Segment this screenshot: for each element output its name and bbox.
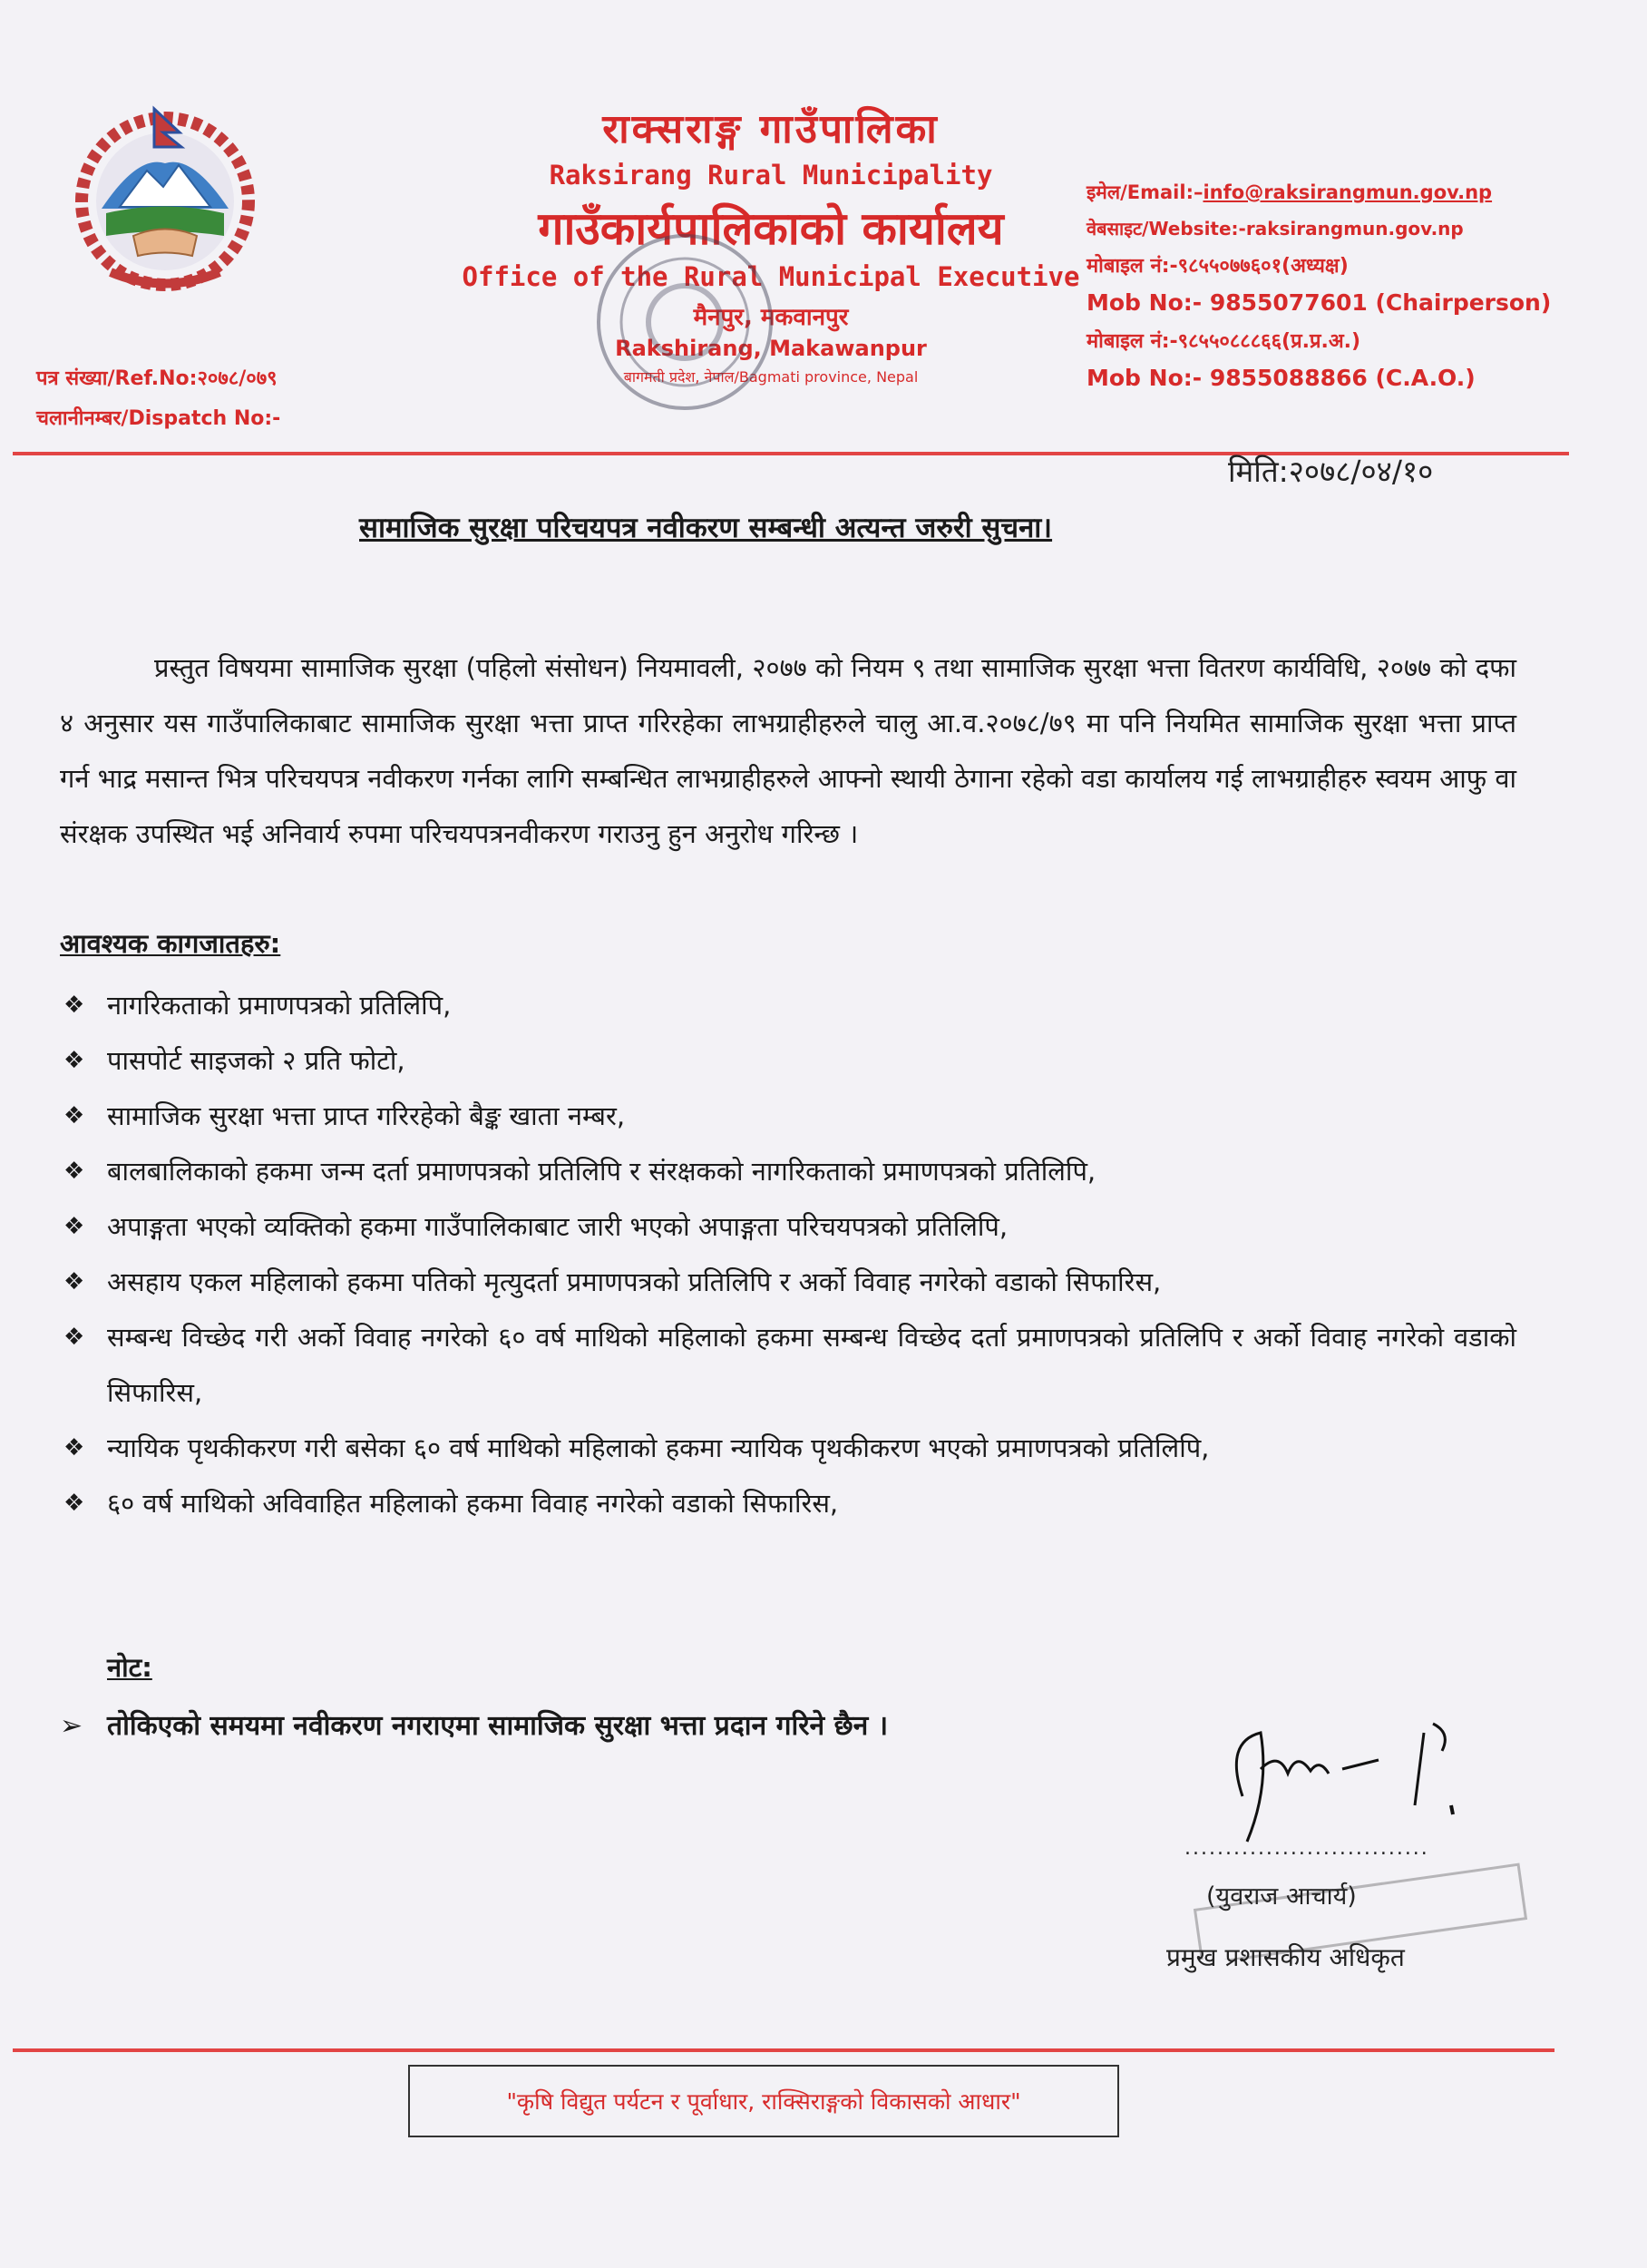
list-item: ❖ अपाङ्गता भएको व्यक्तिको हकमा गाउँपालिकाबाट जारी भएको अपाङ्गता परिचयपत्रको प्रतिलिपि, [60,1199,1516,1255]
municipality-name-np: राक्सराङ्ग गाउँपालिका [602,106,940,152]
ref-line [36,359,280,399]
list-item: ❖ बालबालिकाको हकमा जन्म दर्ता प्रमाणपत्रको प्रतिलिपि र संरक्षकको नागरिकताको प्रमाणपत्रको प्रतिलिपि, [60,1144,1516,1199]
office-stamp-icon [562,218,807,426]
list-item: ❖ ६० वर्ष माथिको अविवाहित महिलाको हकमा विवाह नगरेको वडाको सिफारिस, [60,1476,1516,1531]
note-item [60,1706,888,1743]
office-name-np: गाउँकार्यपालिकाको कार्यालय [538,202,1004,255]
list-item: ❖ पासपोर्ट साइजको २ प्रति फोटो, [60,1033,1516,1089]
list-item: ❖ नागरिकताको प्रमाणपत्रको प्रतिलिपि, [60,978,1516,1033]
website-link[interactable]: raksirangmun.gov.np [1245,218,1464,240]
list-item: ❖ न्यायिक पृथकीकरण गरी बसेका ६० वर्ष माथिको महिलाको हकमा न्यायिक पृथकीकरण भएको प्रमाणपत्रको प्रतिलिपि, [60,1421,1516,1476]
province-line: बागमती प्रदेश, नेपाल/Bagmati province, Nepal [623,368,919,386]
requirements-list [60,978,1516,1531]
diamond-bullet-icon: ❖ [63,1434,85,1461]
dispatch-label: चलानीनम्बर/Dispatch No:- [36,407,281,430]
ref-label: पत्र संख्या/Ref.No: [36,367,198,390]
note-heading: नोट: [107,1652,152,1683]
office-name-en: Office of the Rural Municipal Executive [462,261,1080,292]
signature-icon [1161,1687,1542,1960]
notice-body: प्रस्तुत विषयमा सामाजिक सुरक्षा (पहिलो संसोधन) नियमावली, २०७७ को नियम ९ तथा सामाजिक सुरक्षा भत्ता वितरण कार्यविधि, २०७७ को दफा ४ अनुसार यस गाउँपालिकाबाट सामाजिक सुरक्षा भत्ता प्राप्त गरिरहेका लाभग्राहीहरुले चालु आ.व.२०७८/७९ मा पनि नियमित सामाजिक सुरक्षा भत्ता प्राप्त गर्न भाद्र मसान्त भित्र परिचयपत्र नवीकरण गर्नका लागि सम्बन्धित लाभग्राहीहरुले आफ्नो स्थायी ठेगाना रहेको वडा कार्यालय गई लाभग्राहीहरु स्वयम आफु वा संरक्षक उपस्थित भई अनिवार्य रुपमा परिचयपत्रनवीकरण गराउनु हुन अनुरोध गरिन्छ । [60,652,1516,849]
letter-date: मिति:२०७८/०४/१० [1228,454,1434,489]
notice-title: सामाजिक सुरक्षा परिचयपत्र नवीकरण सम्बन्धी अत्यन्त जरुरी सुचना। [359,512,1053,544]
nepal-emblem-icon [56,100,274,299]
diamond-bullet-icon: ❖ [63,992,85,1019]
list-item: ❖ सम्बन्ध विच्छेद गरी अर्को विवाह नगरेको ६० वर्ष माथिको महिलाको हकमा सम्बन्ध विच्छेद दर्ता प्रमाणपत्रको प्रतिलिपि र अर्को विवाह नगरेको वडाको सिफारिस, [60,1310,1516,1421]
mobile-cao-en: Mob No:- 9855088866 (C.A.O.) [1087,365,1476,391]
signature-line: .............................. [1184,1837,1429,1860]
diamond-bullet-icon: ❖ [63,1047,85,1074]
signatory-name: (युवराज आचार्य) [1206,1882,1357,1911]
mobile-chairperson-en: Mob No:- 9855077601 (Chairperson) [1087,289,1552,316]
diamond-bullet-icon: ❖ [63,1213,85,1240]
email-line [1087,180,1631,205]
diamond-bullet-icon: ❖ [63,1268,85,1295]
address-np: मैनपुर, मकवानपुर [693,304,849,331]
signatory-designation: प्रमुख प्रशासकीय अधिकृत [1166,1942,1405,1972]
mobile-cao-np: मोबाइल नं:-९८५५०८८८६६(प्र.प्र.अ.) [1087,330,1361,353]
email-label: इमेल/Email:– [1087,181,1204,203]
diamond-bullet-icon: ❖ [63,1490,85,1517]
diamond-bullet-icon: ❖ [63,1158,85,1185]
contact-block [1087,180,1631,402]
reference-block [36,359,280,439]
ref-value: २०७८/०७९ [197,367,278,390]
footer-divider [13,2048,1554,2052]
address-en: Rakshirang, Makawanpur [615,336,927,361]
footer-slogan: "कृषि विद्युत पर्यटन र पूर्वाधार, राक्सिराङ्गको विकासको आधार" [408,2065,1119,2137]
municipality-name-en: Raksirang Rural Municipality [549,160,993,191]
note-text: तोकिएको समयमा नवीकरण नगराएमा सामाजिक सुरक्षा भत्ता प्रदान गरिने छैन । [107,1710,889,1742]
diamond-bullet-icon: ❖ [63,1324,85,1351]
list-item: ❖ सामाजिक सुरक्षा भत्ता प्राप्त गरिरहेको बैङ्क खाता नम्बर, [60,1089,1516,1144]
mobile-chairperson-np: मोबाइल नं:-९८५५०७७६०१(अध्यक्ष) [1087,255,1349,278]
arrow-bullet-icon: ➢ [60,1710,83,1742]
diamond-bullet-icon: ❖ [63,1102,85,1129]
email-link[interactable]: info@raksirangmun.gov.np [1203,181,1493,203]
website-label: वेबसाइट/Website:- [1087,218,1246,240]
requirements-heading: आवश्यक कागजातहरु: [60,928,281,959]
website-line [1087,216,1631,240]
list-item: ❖ असहाय एकल महिलाको हकमा पतिको मृत्युदर्ता प्रमाणपत्रको प्रतिलिपि र अर्को विवाह नगरेको वडाको सिफारिस, [60,1255,1516,1310]
